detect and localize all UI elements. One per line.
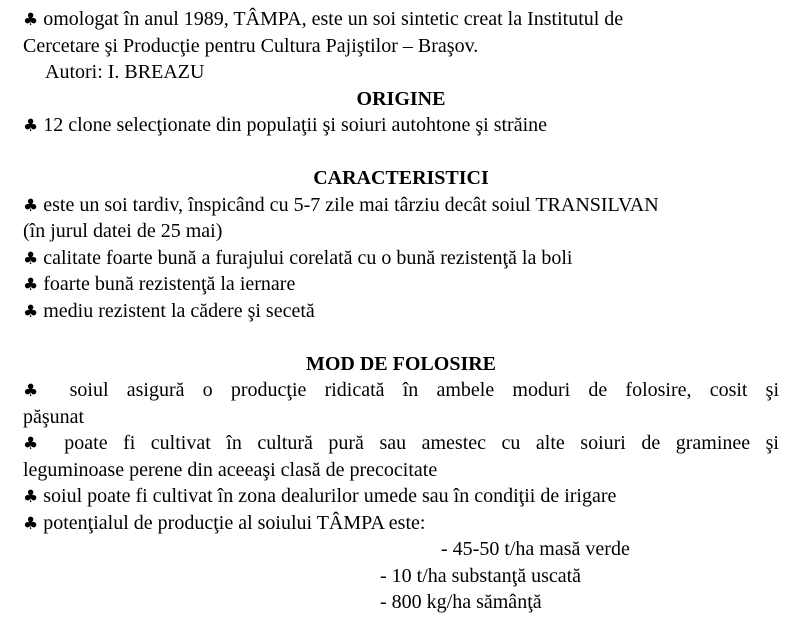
production-spec-3: - 800 kg/ha sămânţă <box>380 591 542 613</box>
mod-folosire-item-2-text-2: leguminoase perene din aceeaşi clasă de precocitate <box>23 458 438 481</box>
mod-folosire-item-4 <box>23 510 779 537</box>
spacer <box>23 324 779 351</box>
caracteristici-item-3-text: foarte bună rezistenţă la iernare <box>43 273 296 295</box>
club-bullet-icon: ♣ <box>23 116 39 136</box>
mod-folosire-item-3-text: soiul poate fi cultivat în zona dealurilor umede sau în condiţii de irigare <box>43 485 617 507</box>
intro-line-2 <box>23 33 779 60</box>
club-bullet-icon: ♣ <box>23 513 39 534</box>
caracteristici-item-4-text: mediu rezistent la cădere şi secetă <box>43 299 315 322</box>
mod-folosire-item-3 <box>23 483 779 510</box>
club-bullet-icon: ♣ <box>23 248 39 269</box>
caracteristici-item-4 <box>23 298 779 325</box>
document-page <box>23 6 779 616</box>
authors-text: Autori: I. BREAZU <box>45 61 205 83</box>
origine-item-1-text: 12 clone selecţionate din populaţii şi soiuri autohtone şi străine <box>43 114 548 136</box>
mod-folosire-item-1-line-2 <box>23 404 779 431</box>
production-spec-2: - 10 t/ha substanţă uscată <box>380 564 582 587</box>
caracteristici-item-2 <box>23 245 779 272</box>
mod-folosire-item-1-line-1 <box>23 377 779 404</box>
intro-text-1: omologat în anul 1989, TÂMPA, este un soi sintetic creat la Institutul de <box>43 8 624 30</box>
club-bullet-icon: ♣ <box>23 10 39 30</box>
mod-folosire-item-1-text-2: păşunat <box>23 405 85 428</box>
club-bullet-icon: ♣ <box>23 487 39 507</box>
mod-folosire-item-4-text: potenţialul de producţie al soiului TÂMPA este: <box>43 511 426 534</box>
mod-folosire-item-2-text-1: poate fi cultivat în cultură pură sau amestec cu alte soiuri de graminee şi <box>64 432 779 454</box>
mod-folosire-item-1-text-1: soiul asigură o producţie ridicată în ambele moduri de folosire, cosit şi <box>69 379 780 401</box>
spacer <box>23 139 779 166</box>
origine-item-1 <box>23 112 779 139</box>
club-bullet-icon: ♣ <box>23 381 52 401</box>
club-bullet-icon: ♣ <box>23 195 39 216</box>
production-spec-1: - 45-50 t/ha masă verde <box>441 538 630 560</box>
intro-line-1 <box>23 6 779 33</box>
origine-heading: ORIGINE <box>356 87 446 110</box>
caracteristici-item-1-line-1 <box>23 192 779 219</box>
caracteristici-item-1-line-2 <box>23 218 779 245</box>
intro-text-2: Cercetare şi Producţie pentru Cultura Pajiştilor – Braşov. <box>23 34 479 57</box>
caracteristici-item-2-text: calitate foarte bună a furajului corelată cu o bună rezistenţă la boli <box>43 246 573 269</box>
mod-folosire-item-2-line-2 <box>23 457 779 484</box>
caracteristici-item-1-text-1: este un soi tardiv, înspicând cu 5-7 zile mai târziu decât soiul TRANSILVAN <box>43 193 659 216</box>
mod-folosire-heading: MOD DE FOLOSIRE <box>305 352 497 375</box>
authors-line <box>23 59 779 86</box>
caracteristici-heading: CARACTERISTICI <box>313 167 489 189</box>
caracteristici-item-1-text-2: (în jurul datei de 25 mai) <box>23 220 223 242</box>
caracteristici-item-3 <box>23 271 779 298</box>
mod-folosire-item-2-line-1 <box>23 430 779 457</box>
club-bullet-icon: ♣ <box>23 301 39 322</box>
club-bullet-icon: ♣ <box>23 434 49 454</box>
club-bullet-icon: ♣ <box>23 275 39 295</box>
